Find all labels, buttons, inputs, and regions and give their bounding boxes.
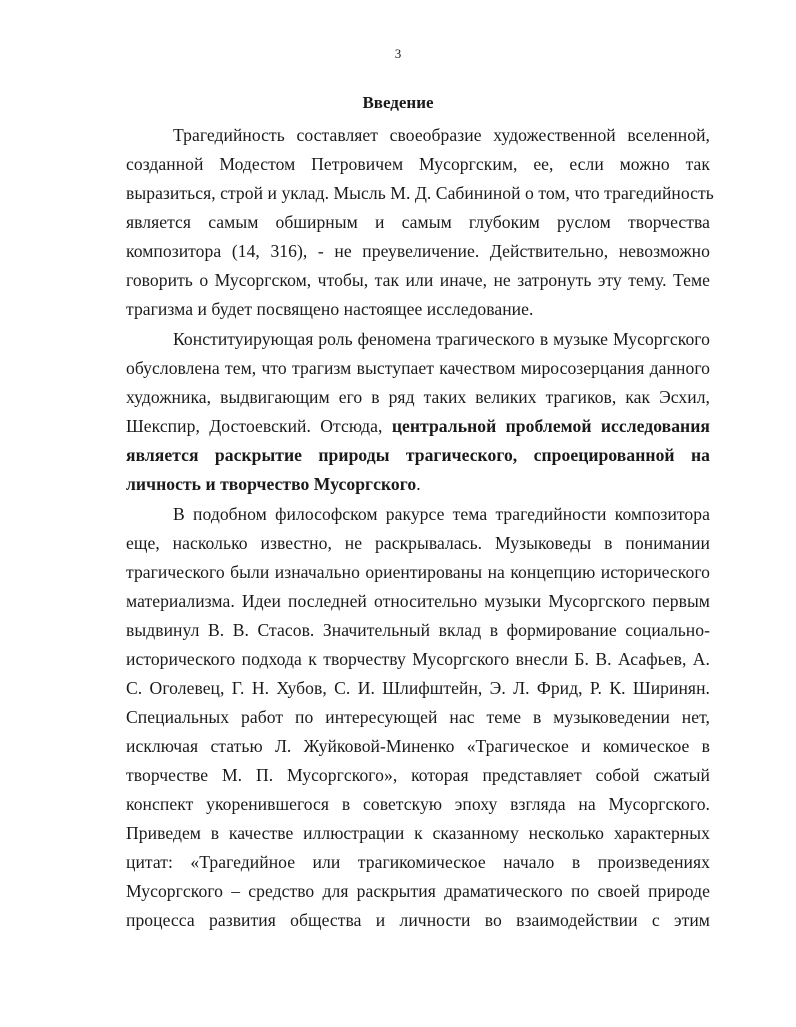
text-span: еще, насколько известно, не раскрывалась. Музыковеды в понимании <box>126 533 710 553</box>
text-line <box>126 848 710 877</box>
text-span: Трагедийность составляет своеобразие художественной вселенной, <box>173 125 710 145</box>
section-title: Введение <box>362 93 434 112</box>
text-line <box>126 529 710 558</box>
text-span: трагизма и будет посвящено настоящее исследование. <box>126 299 534 319</box>
text-span: созданной Модестом Петровичем Мусоргским, ее, если можно так <box>126 154 710 174</box>
text-span: . <box>416 474 421 494</box>
text-line <box>126 674 710 703</box>
text-span: Конституирующая роль феномена трагического в музыке Мусоргского <box>173 329 710 349</box>
text-span: цитат: «Трагедийное или трагикомическое начало в произведениях <box>126 852 710 872</box>
text-span: художника, выдвигающим его в ряд таких великих трагиков, как Эсхил, <box>126 387 710 407</box>
bold-text: центральной проблемой исследования <box>391 416 711 436</box>
text-span: В подобном философском ракурсе тема трагедийности композитора <box>173 504 710 524</box>
text-line <box>126 761 710 790</box>
text-span: исключая статью Л. Жуйковой-Миненко «Трагическое и комическое в <box>126 736 710 756</box>
text-line <box>126 616 710 645</box>
body-text <box>126 121 714 935</box>
text-line <box>126 295 710 324</box>
text-line <box>126 266 710 295</box>
text-span: С. Оголевец, Г. Н. Хубов, С. И. Шлифштейн, Э. Л. Фрид, Р. К. Ширинян. <box>126 678 710 698</box>
text-span: процесса развития общества и личности во взаимодействии с этим <box>126 910 710 930</box>
text-span: Шекспир, Достоевский. Отсюда, <box>126 416 392 436</box>
text-line <box>126 587 710 616</box>
text-span: материализма. Идеи последней относительно музыки Мусоргского первым <box>126 591 710 611</box>
text-span: Мусоргского – средство для раскрытия драматического по своей природе <box>126 881 710 901</box>
text-line <box>126 500 710 529</box>
text-line <box>126 645 710 674</box>
text-span: является самым обширным и самым глубоким руслом творчества <box>126 212 710 232</box>
text-span: исторического подхода к творчеству Мусоргского внесли Б. В. Асафьев, А. <box>126 649 710 669</box>
text-span: конспект укоренившегося в советскую эпоху взгляда на Мусоргского. <box>126 794 710 814</box>
text-span: говорить о Мусоргском, чтобы, так или иначе, не затронуть эту тему. Теме <box>126 270 710 290</box>
text-line <box>126 732 710 761</box>
text-line <box>126 441 710 470</box>
text-line <box>126 325 710 354</box>
text-span: Специальных работ по интересующей нас теме в музыковедении нет, <box>126 707 710 727</box>
text-span: композитора (14, 316), - не преувеличение. Действительно, невозможно <box>126 241 710 261</box>
page-number: 3 <box>394 46 402 61</box>
text-span: выразиться, строй и уклад. Мысль М. Д. Сабининой о том, что трагедийность <box>126 183 714 203</box>
text-line <box>126 208 710 237</box>
text-span: творчестве М. П. Мусоргского», которая представляет собой сжатый <box>126 765 710 785</box>
text-line <box>126 470 710 499</box>
text-line <box>126 703 710 732</box>
text-line <box>126 354 710 383</box>
text-line <box>126 412 710 441</box>
bold-text: личность и творчество Мусоргского <box>126 474 417 494</box>
text-span: выдвинул В. В. Стасов. Значительный вклад в формирование социально- <box>126 620 710 640</box>
text-line <box>126 558 710 587</box>
text-line <box>126 150 710 179</box>
text-line <box>126 877 710 906</box>
text-line <box>126 383 710 412</box>
text-line <box>126 906 710 935</box>
text-span: обусловлена тем, что трагизм выступает качеством миросозерцания данного <box>126 358 710 378</box>
bold-text: является раскрытие природы трагического, спроецированной на <box>126 445 710 465</box>
text-span: трагического были изначально ориентированы на концепцию исторического <box>126 562 710 582</box>
text-span: Приведем в качестве иллюстрации к сказанному несколько характерных <box>126 823 710 843</box>
text-line <box>126 121 710 150</box>
text-line <box>126 790 710 819</box>
text-line <box>126 819 710 848</box>
text-line <box>126 179 714 208</box>
text-line <box>126 237 710 266</box>
